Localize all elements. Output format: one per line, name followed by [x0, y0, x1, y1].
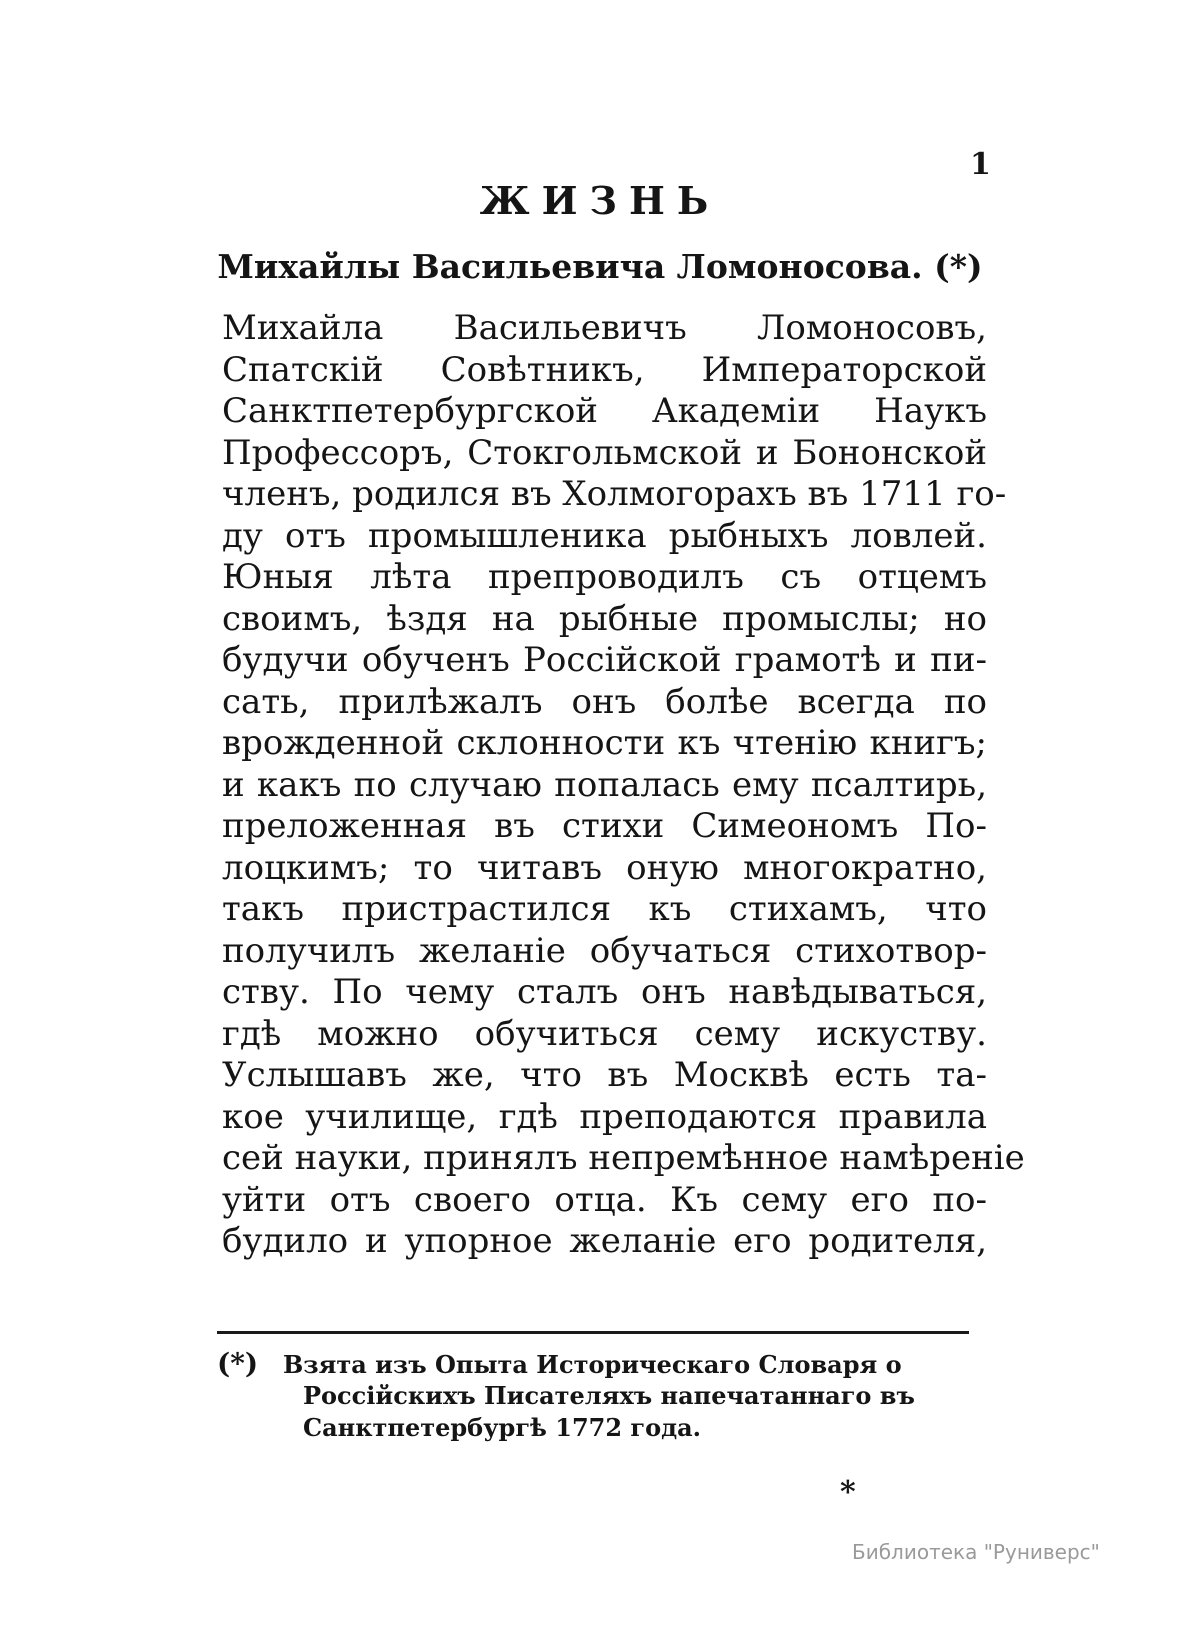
text-line: кое училище, гдѣ преподаются правила	[222, 1096, 987, 1137]
text-line: и какъ по случаю попалась ему псалтирь,	[222, 764, 987, 805]
text-line: Услышавъ же, что въ Москвѣ есть та-	[222, 1055, 987, 1095]
footnote-divider	[217, 1331, 969, 1334]
text-line: гдѣ можно обучиться сему искуству.	[222, 1013, 987, 1054]
text-line: Профессоръ, Стокгольмской и Бононской	[222, 432, 987, 473]
footnote-line: Санктпетербургѣ 1772 года.	[303, 1413, 702, 1442]
footnote-line	[217, 1348, 987, 1380]
footnote-line: Россійскихъ Писателяхъ напечатаннаго въ	[303, 1381, 915, 1410]
text-line: будучи обученъ Россійской грамотѣ и пи-	[222, 640, 987, 680]
chapter-title: ЖИЗНЬ	[479, 178, 721, 223]
text-line: уйти отъ своего отца. Къ сему его по-	[222, 1179, 987, 1220]
text-line: получилъ желаніе обучаться стихотвор-	[222, 930, 987, 971]
text-line: будило и упорное желаніе его родителя,	[222, 1221, 987, 1261]
text-line: лоцкимъ; то читавъ оную многократно,	[222, 847, 987, 888]
text-line: такъ пристрастился къ стихамъ, что	[222, 889, 987, 929]
text-line: ству. По чему сталъ онъ навѣдываться,	[222, 972, 987, 1012]
catchword: *	[840, 1475, 856, 1510]
footnote	[217, 1348, 987, 1444]
text-line: сать, прилѣжалъ онъ болѣе всегда по	[222, 681, 987, 722]
text-line: членъ, родился въ Холмогорахъ въ 1711 го-	[222, 474, 1007, 514]
text-line: ду отъ промышленика рыбныхъ ловлей.	[222, 515, 987, 556]
text-line: преложенная въ стихи Симеономъ По-	[222, 806, 987, 846]
text-line: Михайла Васильевичъ Ломоносовъ,	[222, 308, 987, 348]
footnote-text: Взята изъ Опыта Историческаго Словаря о	[283, 1350, 902, 1379]
text-line: врожденной склонности къ чтенію книгъ;	[222, 723, 987, 763]
text-line: сей науки, принялъ непремѣнное намѣреніе	[222, 1138, 1025, 1178]
text-line: Санктпетербургской Академіи Наукъ	[222, 391, 987, 431]
library-watermark: Библиотека "Руниверс"	[852, 1540, 1100, 1564]
chapter-subtitle: Михайлы Васильевича Ломоносова. (*)	[217, 247, 983, 286]
text-line: Спатскій Совѣтникъ, Императорской	[222, 349, 987, 390]
footnote-marker: (*)	[217, 1347, 259, 1380]
page-number: 1	[970, 147, 991, 182]
text-line: своимъ, ѣздя на рыбные промыслы; но	[222, 598, 987, 639]
text-line: Юныя лѣта препроводилъ съ отцемъ	[222, 557, 987, 597]
body-text	[222, 308, 1025, 1263]
